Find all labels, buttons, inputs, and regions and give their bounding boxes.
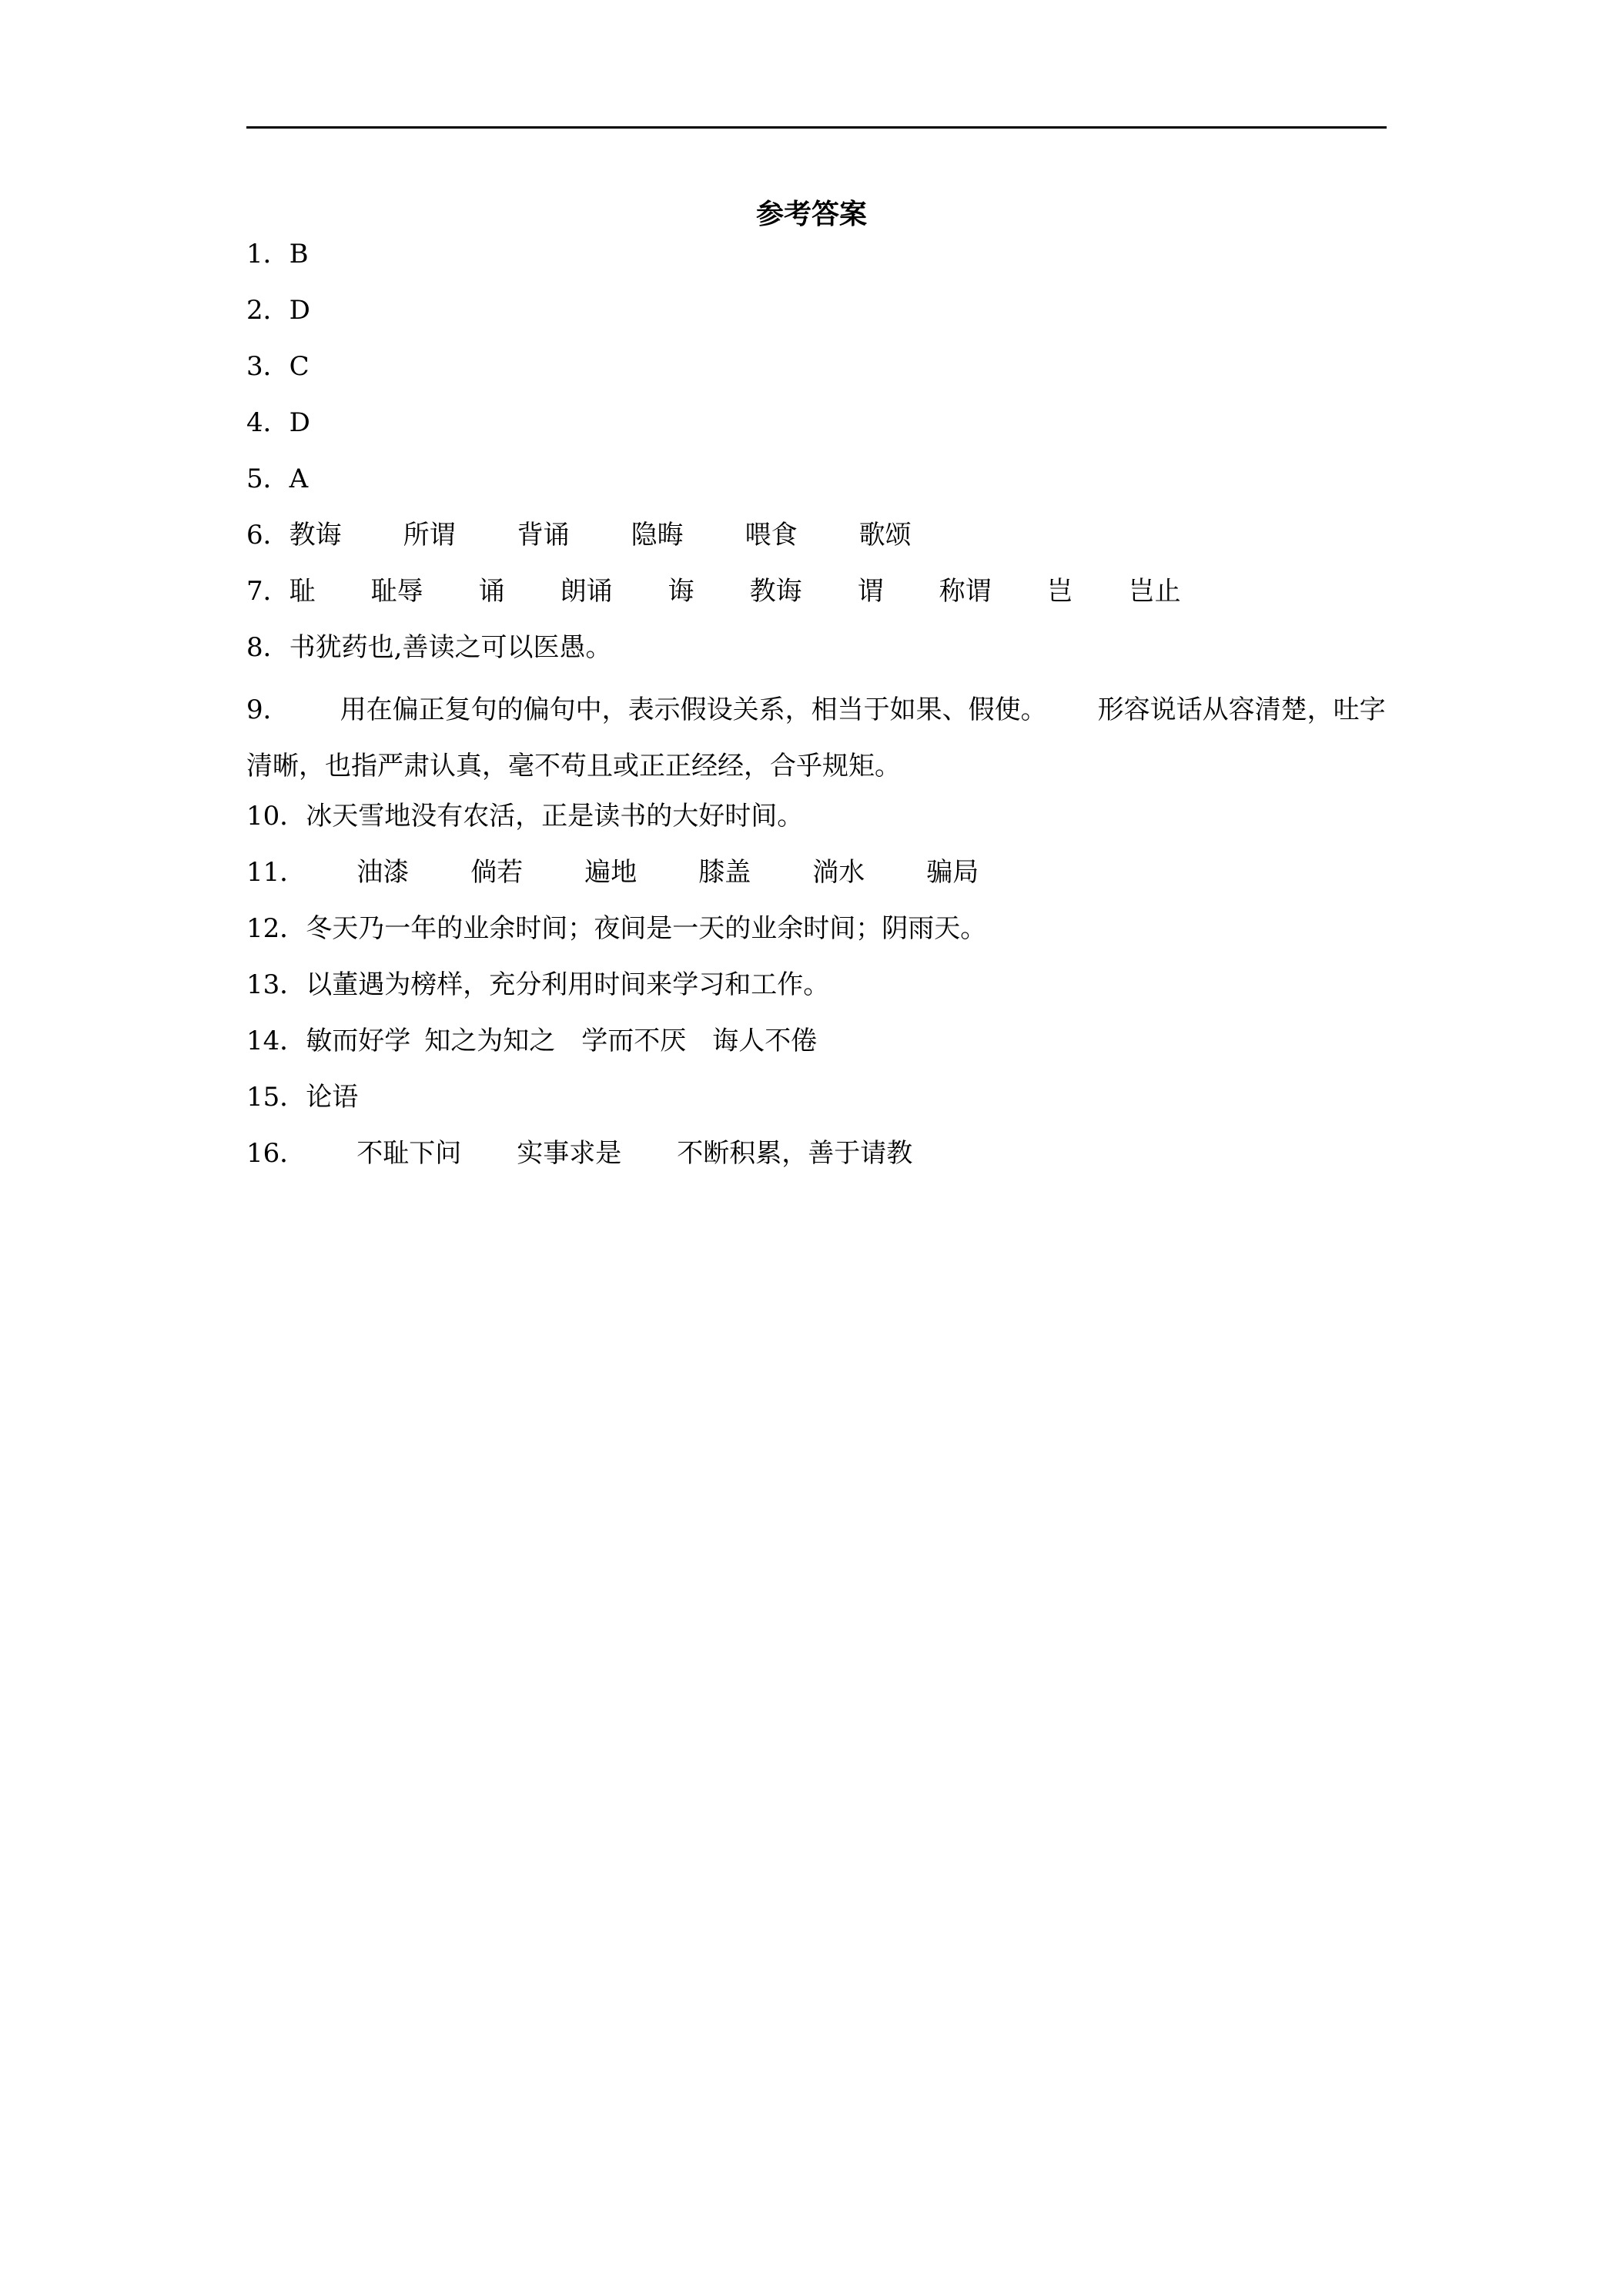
answer-number: 3． [246, 351, 289, 382]
answer-word: 骗局 [926, 857, 979, 888]
answer-list [246, 233, 1387, 1188]
answer-word: 称谓 [939, 576, 992, 607]
answer-word: 教诲 [289, 520, 342, 551]
answer-number: 1． [246, 239, 289, 269]
answer-12 [246, 907, 1387, 963]
answer-phrase: 敏而好学 [306, 1026, 411, 1056]
answer-11 [246, 851, 1387, 907]
answer-text: D [289, 295, 310, 326]
answer-number: 8． [246, 632, 289, 663]
answer-word: 岂 [1046, 576, 1073, 607]
answer-9 [246, 682, 1387, 795]
answer-number: 12． [246, 913, 306, 944]
answer-text: 书犹药也,善读之可以医愚。 [289, 632, 612, 663]
answer-word: 谓 [857, 576, 884, 607]
answer-16 [246, 1132, 1387, 1188]
answer-phrase: 实事求是 [517, 1138, 622, 1169]
answer-15 [246, 1076, 1387, 1132]
page-title: 参考答案 [755, 199, 867, 230]
answer-3 [246, 345, 1387, 401]
answer-text: 用在偏正复句的偏句中，表示假设关系，相当于如果、假使。 [340, 694, 1047, 725]
answer-6 [246, 514, 1387, 570]
answer-4 [246, 401, 1387, 457]
answer-word: 教诲 [749, 576, 802, 607]
answer-word: 膝盖 [698, 857, 751, 888]
answer-text: D [289, 407, 310, 438]
answer-number: 4． [246, 407, 289, 438]
answer-10 [246, 795, 1387, 851]
answer-word: 遍地 [584, 857, 637, 888]
answer-word: 诲 [668, 576, 694, 607]
answer-phrase: 诲人不倦 [712, 1026, 818, 1056]
header-rule [246, 126, 1387, 129]
answer-word: 耻辱 [370, 576, 423, 607]
answer-phrase: 知之为知之 [424, 1026, 556, 1056]
answer-7 [246, 570, 1387, 626]
answer-text: C [289, 351, 310, 382]
answer-phrase: 不耻下问 [356, 1138, 462, 1169]
answer-word: 歌颂 [858, 520, 912, 551]
answer-word: 倘若 [470, 857, 524, 888]
answer-phrase: 不断积累，善于请教 [677, 1138, 913, 1169]
answer-text: A [289, 464, 309, 494]
answer-word: 所谓 [403, 520, 456, 551]
answer-word: 耻 [289, 576, 316, 607]
answer-number: 11． [246, 857, 306, 888]
answer-number: 10． [246, 801, 306, 832]
answer-word: 油漆 [356, 857, 410, 888]
answer-word: 喂食 [745, 520, 798, 551]
answer-number: 14． [246, 1026, 306, 1056]
answer-text: B [289, 239, 309, 269]
answer-1 [246, 233, 1387, 289]
answer-number: 16． [246, 1138, 306, 1169]
answer-14 [246, 1019, 1387, 1076]
answer-word: 诵 [478, 576, 505, 607]
answer-text: 形容说话从容清楚，吐字清晰，也指严肃认真，毫不苟且或正正经经，合乎规矩。 [246, 694, 1386, 782]
answer-word: 淌水 [812, 857, 865, 888]
answer-number: 2． [246, 295, 289, 326]
answer-8 [246, 626, 1387, 682]
answer-number: 13． [246, 969, 306, 1000]
answer-word: 隐晦 [631, 520, 684, 551]
answer-number: 6． [246, 520, 289, 551]
answer-number: 5． [246, 464, 289, 494]
answer-number: 9． [246, 694, 289, 725]
answer-text: 以董遇为榜样，充分利用时间来学习和工作。 [306, 969, 830, 1000]
answer-text: 冬天乃一年的业余时间；夜间是一天的业余时间；阴雨天。 [306, 913, 987, 944]
answer-text: 论语 [306, 1082, 359, 1113]
answer-number: 15． [246, 1082, 306, 1113]
answer-13 [246, 963, 1387, 1019]
answer-text: 冰天雪地没有农活，正是读书的大好时间。 [306, 801, 804, 832]
answer-word: 岂止 [1128, 576, 1181, 607]
answer-word: 背诵 [517, 520, 570, 551]
answer-number: 7． [246, 576, 289, 607]
answer-2 [246, 289, 1387, 345]
answer-word: 朗诵 [560, 576, 613, 607]
answer-phrase: 学而不厌 [581, 1026, 687, 1056]
answer-5 [246, 457, 1387, 514]
